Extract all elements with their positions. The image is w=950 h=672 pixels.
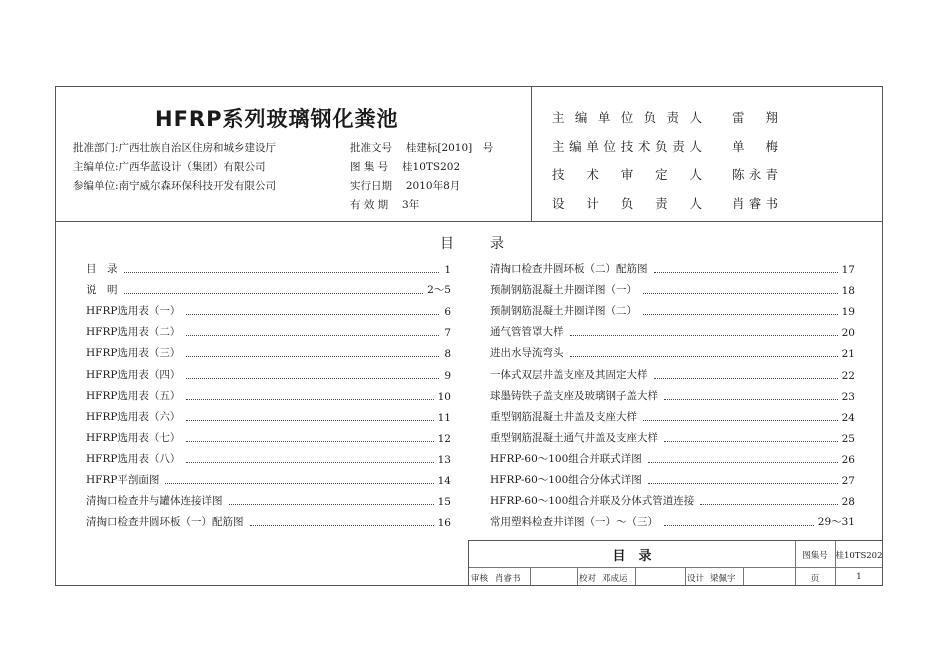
title-block-review-name: 肖睿书 (495, 574, 521, 584)
toc-entry-label: 重型钢筋混凝土井盖及支座大样 (490, 410, 637, 423)
toc-entry-label: HFRP选用表（六） (86, 410, 181, 423)
title-block-design-label: 设计 (687, 574, 705, 584)
toc-entry (86, 494, 451, 508)
toc-entry-label: 目 录 (86, 263, 118, 275)
toc-entry-page: 26 (841, 453, 855, 466)
toc-entry-page: 28 (841, 496, 855, 509)
resp-role-1: 主 编 单 位 负 责 人 (552, 110, 702, 125)
toc-entry-label: HFRP选用表（三） (86, 347, 181, 360)
toc-entry-label: HFRP选用表（五） (86, 389, 181, 402)
toc-entry-label: HFRP选用表（七） (86, 431, 181, 444)
toc-entry (86, 515, 451, 529)
toc-leader-dots (186, 378, 439, 379)
header-divider (55, 221, 883, 222)
toc-entry (86, 262, 451, 276)
info-effective-date: 实行日期 2010年8月 (350, 180, 461, 192)
toc-entry-label: HFRP选用表（二） (86, 326, 181, 339)
resp-name-4: 肖 睿 书 (732, 196, 778, 211)
toc-entry-label: 预制钢筋混凝土井圈详图（一） (490, 284, 637, 297)
info-approval-dept: 批准部门:广西壮族自治区住房和城乡建设厅 (73, 142, 277, 154)
toc-leader-dots (186, 462, 433, 463)
toc-entry-page: 1 (444, 264, 451, 276)
toc-leader-dots (570, 356, 838, 357)
toc-entry-page: 29～31 (817, 516, 855, 529)
toc-leader-dots (654, 378, 838, 379)
toc-entry-label: HFRP选用表（四） (86, 368, 181, 381)
toc-entry-label: HFRP选用表（一） (86, 305, 181, 318)
toc-leader-dots (643, 293, 838, 294)
toc-entry-page: 23 (841, 390, 855, 403)
toc-entry (86, 452, 451, 466)
toc-entry-page: 21 (841, 348, 855, 361)
toc-leader-dots (643, 420, 838, 421)
toc-entry (490, 389, 855, 403)
toc-leader-dots (654, 272, 838, 273)
toc-entry-label: 一体式双层井盖支座及其固定大样 (490, 368, 648, 381)
title-block-atlas-label: 图集号 (802, 551, 828, 561)
toc-entry-page: 24 (841, 411, 855, 424)
toc-entry (86, 283, 451, 297)
toc-entry (86, 325, 451, 339)
title-block-design-name: 梁佩宇 (710, 574, 736, 584)
toc-entry-page: 12 (437, 432, 451, 445)
toc-leader-dots (186, 399, 433, 400)
resp-role-4: 设 计 负 责 人 (552, 196, 702, 211)
toc-entry-label: 清掏口检查井圆环板（二）配筋图 (490, 263, 648, 275)
toc-leader-dots (186, 356, 439, 357)
info-approval-number: 批准文号 桂建标[2010] 号 (350, 142, 494, 154)
toc-entry (490, 431, 855, 445)
toc-entry (490, 473, 855, 487)
document-title: HFRP系列玻璃钢化粪池 (155, 107, 399, 131)
toc-entry (490, 262, 855, 276)
info-chief-unit: 主编单位:广西华蓝设计（集团）有限公司 (73, 161, 266, 173)
toc-entry (490, 410, 855, 424)
header-vertical-divider (531, 86, 532, 221)
toc-entry-label: 球墨铸铁子盖支座及玻璃钢子盖大样 (490, 389, 658, 402)
title-block-review-label: 审核 (471, 574, 489, 584)
toc-entry (86, 346, 451, 360)
toc-entry-label: 常用塑料检查井详图（一）～（三） (490, 516, 658, 529)
toc-leader-dots (664, 525, 814, 526)
toc-entry-label: HFRP平剖面图 (86, 474, 160, 486)
info-participating-unit: 参编单位:南宁威尔森环保科技开发有限公司 (73, 180, 277, 192)
resp-name-1: 雷 翔 (732, 110, 778, 125)
title-block-page-value: 1 (856, 572, 862, 582)
toc-entry (490, 452, 855, 466)
toc-entry (86, 368, 451, 382)
toc-entry (86, 410, 451, 424)
toc-entry-label: 预制钢筋混凝土井圈详图（二） (490, 305, 637, 318)
toc-entry-page: 15 (437, 496, 451, 509)
toc-entry (86, 304, 451, 318)
toc-entry-page: 7 (444, 327, 451, 340)
toc-leader-dots (643, 314, 838, 315)
title-block-name: 目 录 (612, 549, 652, 564)
toc-entry (490, 494, 855, 508)
toc-entry-page: 2～5 (427, 284, 451, 297)
toc-entry-page: 20 (841, 327, 855, 340)
toc-entry-page: 27 (841, 475, 855, 487)
toc-entry (86, 473, 451, 487)
info-atlas-number: 图 集 号 桂10TS202 (350, 161, 461, 173)
toc-entry-page: 17 (841, 264, 855, 276)
toc-entry-page: 14 (437, 475, 451, 487)
resp-role-2: 主 编 单 位 技 术 负 责 人 (552, 139, 702, 154)
toc-entry (490, 515, 855, 529)
toc-leader-dots (664, 399, 838, 400)
toc-heading: 目 录 (440, 236, 504, 252)
toc-entry-label: HFRP-60～100组合并联及分体式管道连接 (490, 495, 695, 508)
resp-name-3: 陈 永 青 (732, 167, 778, 182)
toc-entry-label: HFRP-60～100组合并联式详图 (490, 452, 642, 465)
toc-entry-page: 6 (444, 306, 451, 319)
toc-entry-page: 13 (437, 453, 451, 466)
title-block-check-label: 校对 (579, 574, 597, 584)
toc-leader-dots (124, 293, 424, 294)
resp-role-3: 技 术 审 定 人 (552, 167, 702, 182)
toc-entry-page: 16 (437, 517, 451, 530)
toc-leader-dots (186, 420, 433, 421)
toc-leader-dots (186, 314, 439, 315)
toc-leader-dots (165, 483, 433, 484)
info-validity: 有 效 期 3年 (350, 199, 420, 211)
toc-leader-dots (250, 525, 434, 526)
toc-entry (490, 368, 855, 382)
toc-entry (86, 431, 451, 445)
toc-entry-page: 9 (444, 369, 451, 382)
toc-leader-dots (700, 504, 837, 505)
toc-entry-label: 清掏口检查井圆环板（一）配筋图 (86, 516, 244, 529)
toc-entry-label: 清掏口检查井与罐体连接详图 (86, 495, 223, 508)
toc-entry (490, 346, 855, 360)
toc-leader-dots (664, 441, 838, 442)
toc-entry-label: 说 明 (86, 284, 118, 297)
toc-entry-page: 22 (841, 369, 855, 382)
toc-leader-dots (648, 483, 838, 484)
toc-entry-page: 18 (841, 285, 855, 298)
toc-entry-page: 10 (437, 390, 451, 403)
toc-entry-page: 19 (841, 306, 855, 319)
toc-entry (490, 304, 855, 318)
toc-entry (490, 283, 855, 297)
toc-entry-label: 通气管管罩大样 (490, 326, 564, 339)
toc-leader-dots (229, 504, 434, 505)
title-block (468, 540, 883, 586)
toc-entry-label: HFRP选用表（八） (86, 452, 181, 465)
toc-entry-label: HFRP-60～100组合分体式详图 (490, 474, 642, 486)
toc-leader-dots (186, 335, 439, 336)
title-block-check-name: 邓成运 (602, 574, 628, 584)
toc-entry (86, 389, 451, 403)
title-block-page-label: 页 (810, 574, 820, 584)
toc-entry-label: 进出水导流弯头 (490, 347, 564, 360)
toc-entry-page: 25 (841, 432, 855, 445)
toc-entry-label: 重型钢筋混凝土通气井盖及支座大样 (490, 431, 658, 444)
toc-entry-page: 8 (444, 348, 451, 361)
toc-leader-dots (186, 441, 433, 442)
toc-entry-page: 11 (437, 411, 451, 424)
toc-leader-dots (124, 272, 440, 273)
resp-name-2: 单 梅 (732, 139, 778, 154)
toc-entry (490, 325, 855, 339)
toc-leader-dots (570, 335, 838, 336)
toc-leader-dots (648, 462, 838, 463)
title-block-atlas-value: 桂10TS202 (835, 551, 883, 561)
